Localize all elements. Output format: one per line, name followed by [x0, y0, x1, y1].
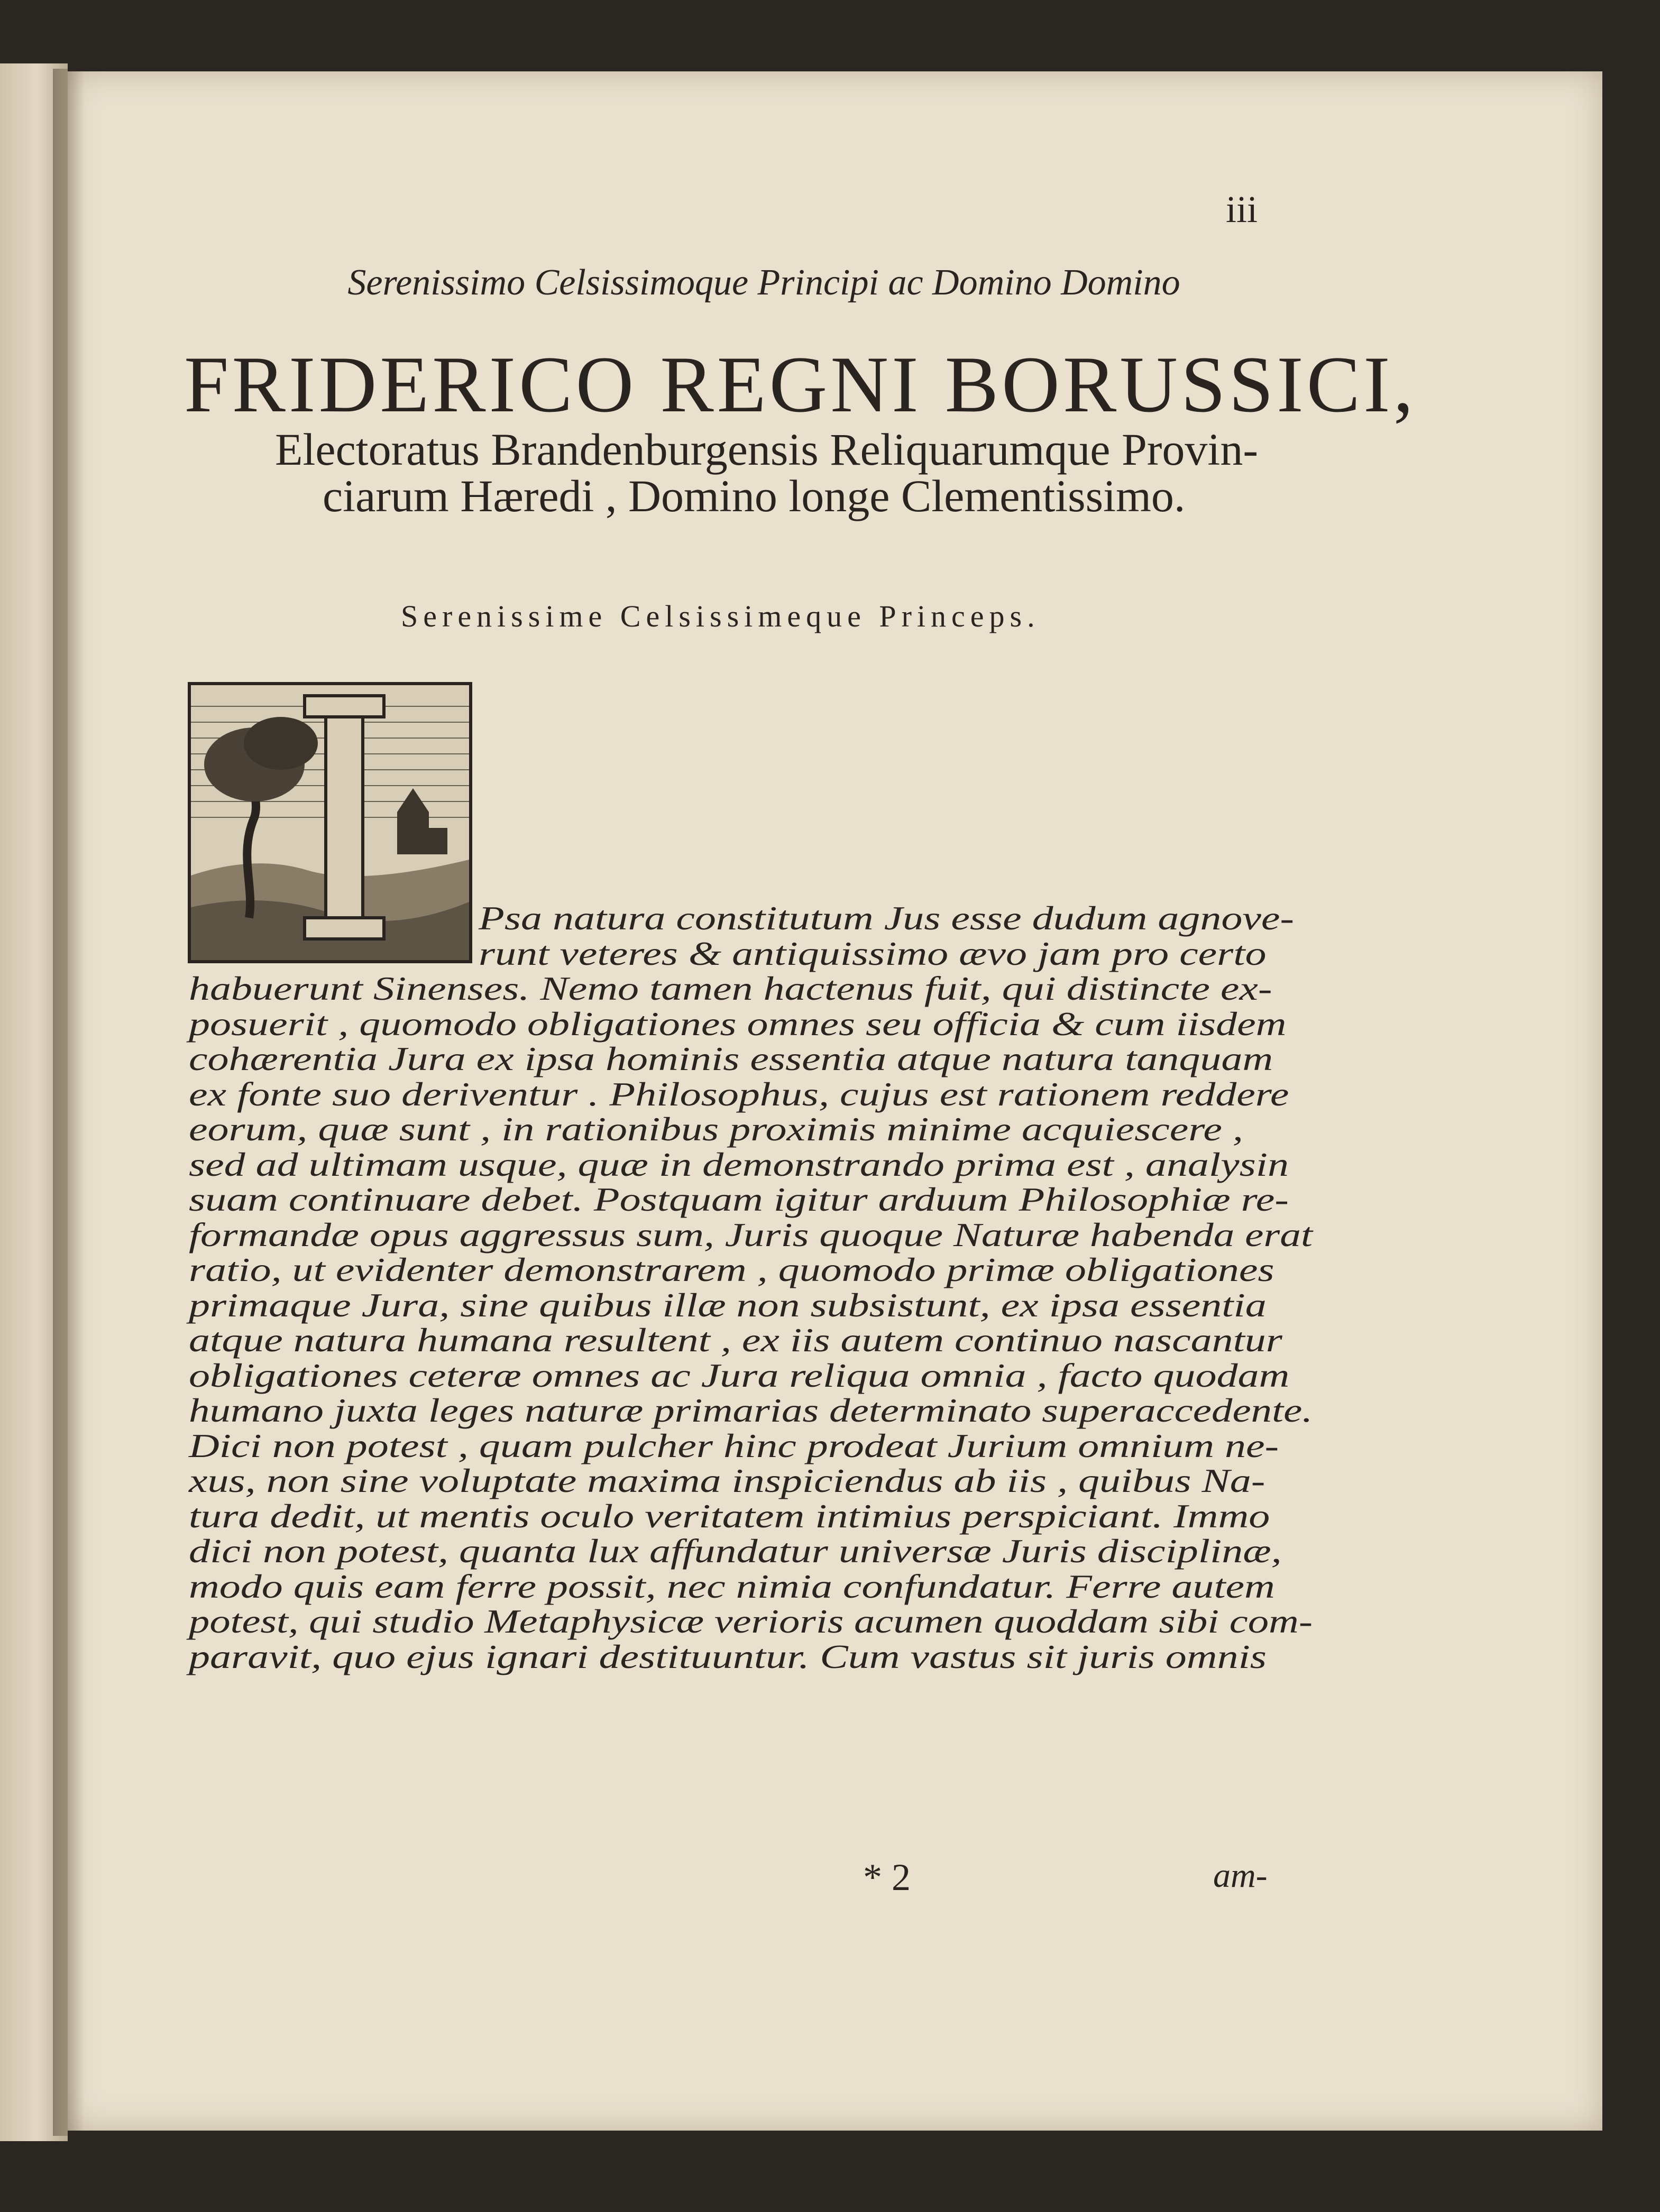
salutation: Serenissime Celsissimeque Princeps.: [401, 599, 1040, 633]
signature-mark: * 2: [863, 1856, 911, 1898]
body-line: modo quis eam ferre possit, nec nimia confundatur. Ferre autem: [189, 1567, 1275, 1605]
catchword: am-: [1213, 1856, 1268, 1895]
woodcut-landscape-icon: [191, 685, 469, 960]
subtitle-line-1: Electoratus Brandenburgensis Reliquarumque Provin-: [275, 424, 1258, 475]
binding-gutter: [53, 69, 85, 2136]
body-line: cohærentia Jura ex ipsa hominis essentia atque natura tanquam: [189, 1040, 1273, 1077]
body-line: dici non potest, quanta lux affundatur universæ Juris disciplinæ,: [189, 1532, 1282, 1570]
decorated-initial: [188, 682, 472, 963]
body-line: potest, qui studio Metaphysicæ verioris acumen quoddam sibi com-: [189, 1602, 1313, 1640]
body-line: posuerit , quomodo obligationes omnes seu officia & cum iisdem: [189, 1004, 1287, 1043]
body-line: Dici non potest , quam pulcher hinc prodeat Jurium omnium ne-: [189, 1426, 1279, 1464]
body-line: tura dedit, ut mentis oculo veritatem intimius perspiciant. Immo: [189, 1497, 1270, 1535]
page-number: iii: [1226, 188, 1258, 231]
body-line: ex fonte suo deriventur . Philosophus, cujus est rationem reddere: [189, 1075, 1289, 1113]
body-line: obligationes ceteræ omnes ac Jura reliqua omnia , facto quodam: [189, 1356, 1290, 1394]
svg-text:I: I: [344, 685, 345, 686]
body-line: formandæ opus aggressus sum, Juris quoque Naturæ habenda erat: [189, 1215, 1313, 1254]
body-line: paravit, quo ejus ignari destituuntur. Cum vastus sit juris omnis: [189, 1637, 1267, 1675]
body-line: xus, non sine voluptate maxima inspiciendus ab iis , quibus Na-: [189, 1462, 1265, 1499]
body-line: ratio, ut evidenter demonstrarem , quomodo primæ obligationes: [189, 1251, 1274, 1288]
body-line: sed ad ultimam usque, quæ in demonstrando prima est , analysin: [189, 1145, 1289, 1183]
body-line: habuerunt Sinenses. Nemo tamen hactenus fuit, qui distincte ex-: [189, 970, 1272, 1007]
body-line: atque natura humana resultent , ex iis autem continuo nascantur: [189, 1321, 1282, 1359]
body-line: humano juxta leges naturæ primarias determinato superaccedente.: [189, 1391, 1313, 1429]
body-line: Psa natura constitutum Jus esse dudum agnove-: [479, 899, 1295, 937]
subtitle-line-2: ciarum Hæredi , Domino longe Clementissimo.: [323, 471, 1186, 521]
body-line: runt veteres & antiquissimo ævo jam pro certo: [479, 934, 1267, 972]
dedication-line: Serenissimo Celsissimoque Principi ac Domino Domino: [347, 262, 1180, 303]
body-line: suam continuare debet. Postquam igitur arduum Philosophiæ re-: [189, 1181, 1289, 1218]
body-line: eorum, quæ sunt , in rationibus proximis minime acquiescere ,: [189, 1110, 1243, 1148]
dedicatee-title: FRIDERICO REGNI BORUSSICI,: [184, 340, 1417, 429]
body-line: primaque Jura, sine quibus illæ non subsistunt, ex ipsa essentia: [189, 1286, 1267, 1324]
